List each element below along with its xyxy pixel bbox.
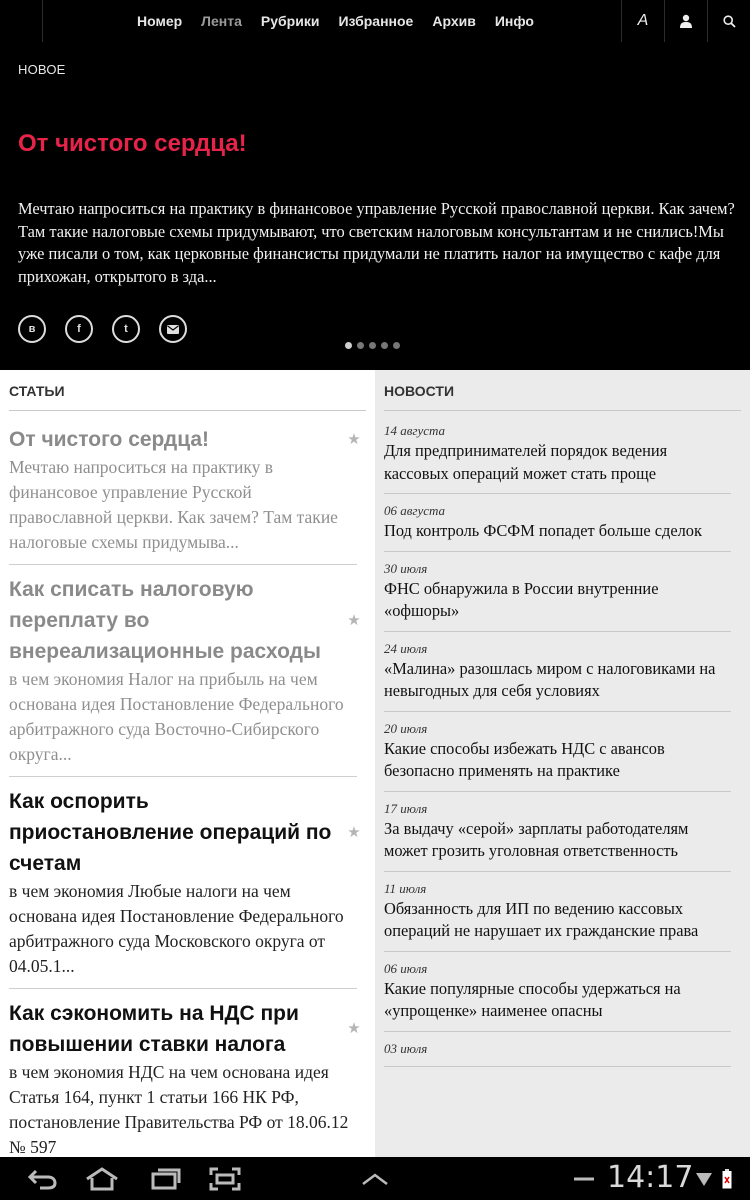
wifi-status: [694, 1157, 714, 1200]
twitter-icon: t: [124, 323, 128, 335]
news-date: 24 июля: [384, 640, 428, 656]
slide-dot[interactable]: [393, 342, 400, 349]
article-item[interactable]: [9, 424, 361, 565]
news-list: [384, 422, 731, 1075]
search-icon: [723, 15, 736, 28]
vk-icon: в: [28, 323, 36, 335]
email-icon: [167, 325, 179, 334]
nav-item-issue[interactable]: Номер: [137, 13, 183, 29]
news-item[interactable]: [384, 800, 731, 872]
clock: 14:17: [607, 1160, 694, 1195]
show-more-button[interactable]: [355, 1157, 395, 1200]
screenshot-button[interactable]: [205, 1157, 245, 1200]
share-twitter-button[interactable]: [112, 315, 140, 343]
news-date: 06 августа: [384, 503, 446, 518]
news-title: Какие способы избежать НДС с авансов безопасно применять на практике: [384, 738, 665, 780]
screenshot-icon: [209, 1167, 241, 1191]
news-date: 06 июля: [384, 960, 428, 976]
wifi-icon: [696, 1171, 712, 1187]
article-title: Как оспорить приостановление операций по счетам: [9, 790, 332, 875]
news-date: 17 июля: [384, 800, 428, 816]
home-button[interactable]: [82, 1157, 122, 1200]
article-title: От чистого сердца!: [9, 428, 210, 451]
article-item[interactable]: [9, 998, 361, 1157]
back-button[interactable]: [22, 1157, 62, 1200]
hero-title[interactable]: От чистого сердца!: [18, 130, 247, 157]
system-navigation-bar: [0, 1157, 750, 1200]
share-buttons: [18, 315, 206, 343]
articles-column: [0, 370, 375, 1157]
news-date: 03 июля: [384, 1040, 428, 1056]
favorite-star-icon[interactable]: ★: [347, 1020, 361, 1037]
top-bar: [0, 0, 750, 42]
news-item[interactable]: [384, 422, 731, 494]
article-excerpt: в чем экономия НДС на чем основана идея Статья 164, пункт 1 статьи 166 НК РФ, постановление Правительства РФ от 18.06.12 № 597: [9, 1062, 349, 1157]
user-icon: [679, 14, 693, 28]
divider: [384, 410, 741, 411]
news-date: 14 августа: [384, 423, 446, 438]
hero-label: НОВОЕ: [18, 62, 66, 77]
favorite-star-icon[interactable]: ★: [347, 612, 361, 629]
font-size-button[interactable]: [621, 0, 664, 42]
article-item[interactable]: [9, 786, 361, 989]
news-item[interactable]: [384, 502, 731, 552]
divider: [9, 410, 366, 411]
back-icon: [26, 1168, 58, 1190]
news-column: [375, 370, 750, 1157]
news-title: За выдачу «серой» зарплаты работодателям может грозить уголовная ответственность: [384, 818, 689, 860]
news-title: Обязанность для ИП по ведению кассовых операций не нарушает их гражданские права: [384, 898, 699, 940]
article-title: Как сэкономить на НДС при повышении ставки налога: [9, 1002, 299, 1056]
news-item[interactable]: [384, 1040, 731, 1067]
nav-item-info[interactable]: Инфо: [494, 13, 534, 29]
slide-dot[interactable]: [357, 342, 364, 349]
news-title: Какие популярные способы удержаться на «упрощенке» наименее опасны: [384, 978, 681, 1020]
usb-status: [572, 1157, 596, 1200]
usb-icon: [574, 1176, 594, 1182]
battery-status: [717, 1157, 737, 1200]
battery-icon: [722, 1169, 732, 1189]
news-date: 11 июля: [384, 880, 427, 896]
articles-list: [9, 424, 361, 1157]
user-button[interactable]: [664, 0, 707, 42]
divider: [42, 0, 43, 42]
nav-item-rubrics[interactable]: Рубрики: [260, 13, 320, 29]
news-title: Для предпринимателей порядок ведения кассовых операций может стать проще: [384, 441, 668, 483]
news-date: 30 июля: [384, 560, 428, 576]
favorite-star-icon[interactable]: ★: [347, 824, 361, 841]
news-title: «Малина» разошлась миром с налоговиками на невыгодных для себя условиях: [384, 658, 716, 700]
nav-item-favorites[interactable]: Избранное: [338, 13, 414, 29]
recent-apps-icon: [149, 1168, 181, 1190]
news-item[interactable]: [384, 640, 731, 712]
main-nav: [137, 0, 553, 42]
articles-header: СТАТЬИ: [9, 383, 65, 399]
article-title: Как списать налоговую переплату во внереализационные расходы: [9, 578, 321, 663]
news-date: 20 июля: [384, 720, 428, 736]
hero-slider[interactable]: [0, 0, 750, 370]
recent-apps-button[interactable]: [145, 1157, 185, 1200]
favorite-star-icon[interactable]: ★: [347, 431, 361, 448]
news-title: Под контроль ФСФМ попадет больше сделок: [384, 521, 702, 540]
news-header: НОВОСТИ: [384, 383, 455, 399]
facebook-icon: f: [77, 323, 81, 335]
share-facebook-button[interactable]: [65, 315, 93, 343]
news-item[interactable]: [384, 720, 731, 792]
home-icon: [84, 1167, 120, 1191]
hero-text[interactable]: Мечтаю напроситься на практику в финансовое управление Русской православной церкви. Как зачем? Там такие налоговые схемы придумывают, что светским налоговым консультантам и не снились!Мы уже писали о том, как церковные финансисты придумали не платить налог на имущество с кафе для прихожан, открытого в зда...: [18, 199, 735, 286]
share-vk-button[interactable]: [18, 315, 46, 343]
nav-item-archive[interactable]: Архив: [432, 13, 476, 29]
slide-dot[interactable]: [345, 342, 352, 349]
nav-item-feed[interactable]: Лента: [201, 13, 242, 29]
news-item[interactable]: [384, 560, 731, 632]
up-arrow-icon: [360, 1172, 390, 1186]
news-title: ФНС обнаружила в России внутренние «офшоры»: [384, 578, 659, 620]
search-button[interactable]: [707, 0, 750, 42]
slide-indicator: [345, 342, 405, 349]
news-item[interactable]: [384, 960, 731, 1032]
font-size-label: A: [637, 12, 649, 29]
slide-dot[interactable]: [381, 342, 388, 349]
article-excerpt: в чем экономия Любые налоги на чем основана идея Постановление Федерального арбитражного суда Московского округа от 04.05.1...: [9, 881, 344, 976]
article-excerpt: Мечтаю напроситься на практику в финансовое управление Русской православной церкви. Как зачем? Там такие налоговые схемы придумыва...: [9, 457, 338, 552]
slide-dot[interactable]: [369, 342, 376, 349]
article-item[interactable]: [9, 574, 361, 777]
article-excerpt: в чем экономия Налог на прибыль на чем основана идея Постановление Федерального арбитражного суда Восточно-Сибирского округа...: [9, 669, 344, 764]
share-email-button[interactable]: [159, 315, 187, 343]
news-item[interactable]: [384, 880, 731, 952]
